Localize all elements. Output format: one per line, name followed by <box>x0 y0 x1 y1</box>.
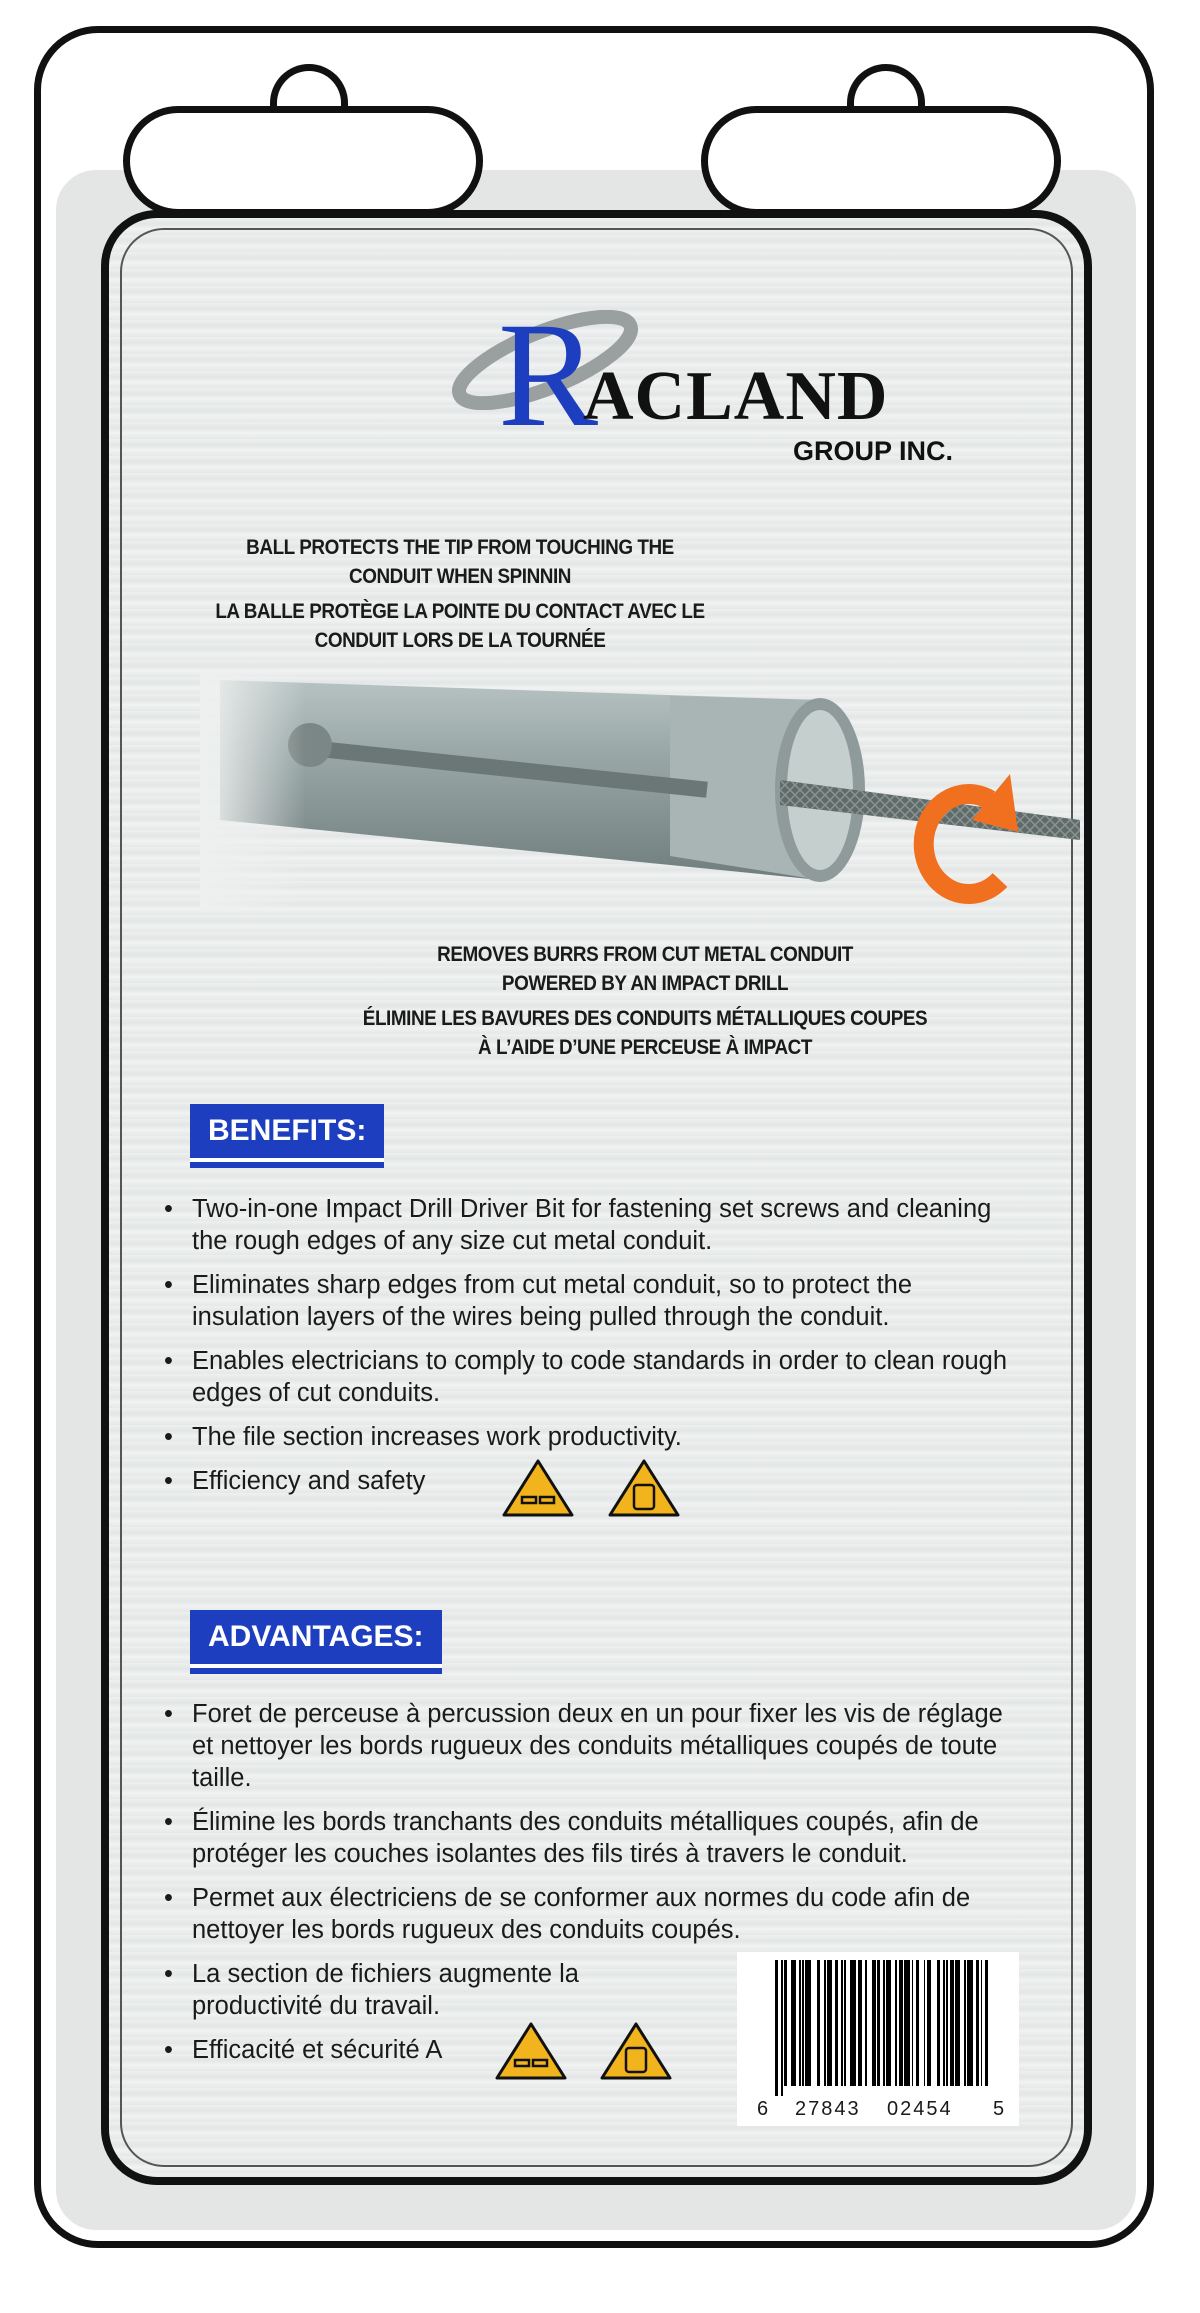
list-item: • Permet aux électriciens de se conformer aux normes du code afin de nettoyer les bords rugueux des conduits coupés. <box>158 1882 1018 1946</box>
logo-subtitle: GROUP INC. <box>793 436 954 466</box>
barcode-bar <box>877 1960 880 2086</box>
barcode-bar <box>943 1960 945 2086</box>
barcode-bar <box>841 1960 843 2086</box>
barcode-bar <box>985 1960 988 2086</box>
advantages-heading: ADVANTAGES: <box>190 1610 442 1668</box>
caption-bottom-en-2: POWERED BY AN IMPACT DRILL <box>501 972 789 995</box>
barcode-bar <box>805 1960 811 2086</box>
list-item: • Two-in-one Impact Drill Driver Bit for fastening set screws and cleaning the rough edges of any size cut metal conduit. <box>158 1193 1018 1257</box>
barcode-bar <box>827 1960 832 2086</box>
list-item: • Eliminates sharp edges from cut metal conduit, so to protect the insulation layers of the wires being pulled through the conduit. <box>158 1269 1018 1333</box>
barcode-digit-1: 6 <box>757 2098 769 2120</box>
safety-glasses-warning-icon <box>502 1457 574 1519</box>
caption-bottom <box>335 940 956 1062</box>
caption-top <box>181 533 739 655</box>
barcode-bar <box>883 1960 885 2086</box>
barcode-digits-3: 02454 <box>887 2098 953 2120</box>
barcode-bar <box>784 1960 787 2086</box>
barcode-bar <box>802 1960 804 2086</box>
barcode-bar <box>937 1960 940 2086</box>
caption-top-fr-2: CONDUIT LORS DE LA TOURNÉE <box>314 629 606 652</box>
hang-hole-left <box>123 106 483 216</box>
glove-warning-icon <box>608 1457 680 1519</box>
barcode-bar <box>858 1960 863 2086</box>
list-item: • La section de fichiers augmente la productivité du travail. <box>158 1958 622 2022</box>
list-item: • Efficiency and safety <box>158 1465 1018 1497</box>
caption-bottom-en-1: REMOVES BURRS FROM CUT METAL CONDUIT <box>437 943 853 966</box>
barcode-bar <box>865 1960 867 2086</box>
logo-name: ACLAND <box>583 358 889 435</box>
barcode-bar <box>824 1960 826 2086</box>
list-item: • Foret de perceuse à percussion deux en un pour fixer les vis de réglage et nettoyer les bords rugueux des conduits métalliques coupés de toute taille. <box>158 1698 1018 1794</box>
barcode-bar <box>946 1960 948 2086</box>
glove-warning-icon <box>600 2020 672 2082</box>
barcode-bar <box>955 1960 960 2086</box>
barcode-bar <box>950 1960 953 2086</box>
barcode-bar <box>964 1960 966 2086</box>
barcode-bar <box>895 1960 897 2086</box>
barcode-bar <box>835 1960 838 2086</box>
barcode-bar <box>799 1960 801 2086</box>
barcode-bar <box>844 1960 846 2086</box>
barcode-bar <box>775 1960 778 2096</box>
barcode-bar <box>981 1960 983 2086</box>
caption-bottom-fr-1: ÉLIMINE LES BAVURES DES CONDUITS MÉTALLIQUES COUPES <box>362 1007 928 1030</box>
barcode-bar <box>791 1960 796 2086</box>
barcode-bars <box>775 1960 989 2096</box>
barcode-digit-4: 5 <box>993 2098 1005 2120</box>
barcode-bar <box>912 1960 914 2086</box>
barcode-bar <box>872 1960 875 2086</box>
barcode-bar <box>817 1960 820 2086</box>
barcode <box>737 1952 1019 2126</box>
barcode-bar <box>927 1960 932 2086</box>
barcode-digits-2: 27843 <box>795 2098 861 2120</box>
barcode-bar <box>899 1960 902 2086</box>
barcode-bar <box>886 1960 891 2086</box>
barcode-bar <box>904 1960 910 2086</box>
list-item: • The file section increases work productivity. <box>158 1421 1018 1453</box>
list-item: • Efficacité et sécurité A <box>158 2034 1018 2066</box>
benefits-list <box>158 1193 1018 1509</box>
barcode-bar <box>967 1960 973 2086</box>
barcode-bar <box>850 1960 856 2086</box>
caption-top-en-2: CONDUIT WHEN SPINNIN <box>348 565 571 588</box>
list-item: • Enables electricians to comply to code standards in order to clean rough edges of cut conduits. <box>158 1345 1018 1409</box>
safety-glasses-warning-icon <box>495 2020 567 2082</box>
barcode-bar <box>916 1960 919 2086</box>
barcode-bar <box>781 1960 783 2096</box>
logo-letter: R <box>498 292 599 458</box>
rotation-arrow-icon <box>910 770 1020 910</box>
barcode-bar <box>976 1960 979 2086</box>
caption-bottom-fr-2: À L’AIDE D’UNE PERCEUSE À IMPACT <box>478 1036 812 1059</box>
benefits-heading: BENEFITS: <box>190 1104 384 1162</box>
barcode-bar <box>924 1960 926 2086</box>
list-item: • Élimine les bords tranchants des conduits métalliques coupés, afin de protéger les couches isolantes des fils tirés à travers le conduit. <box>158 1806 1018 1870</box>
caption-top-en-1: BALL PROTECTS THE TIP FROM TOUCHING THE <box>246 536 674 559</box>
hang-hole-right <box>701 106 1061 216</box>
caption-top-fr-1: LA BALLE PROTÈGE LA POINTE DU CONTACT AVEC LE <box>215 600 705 623</box>
